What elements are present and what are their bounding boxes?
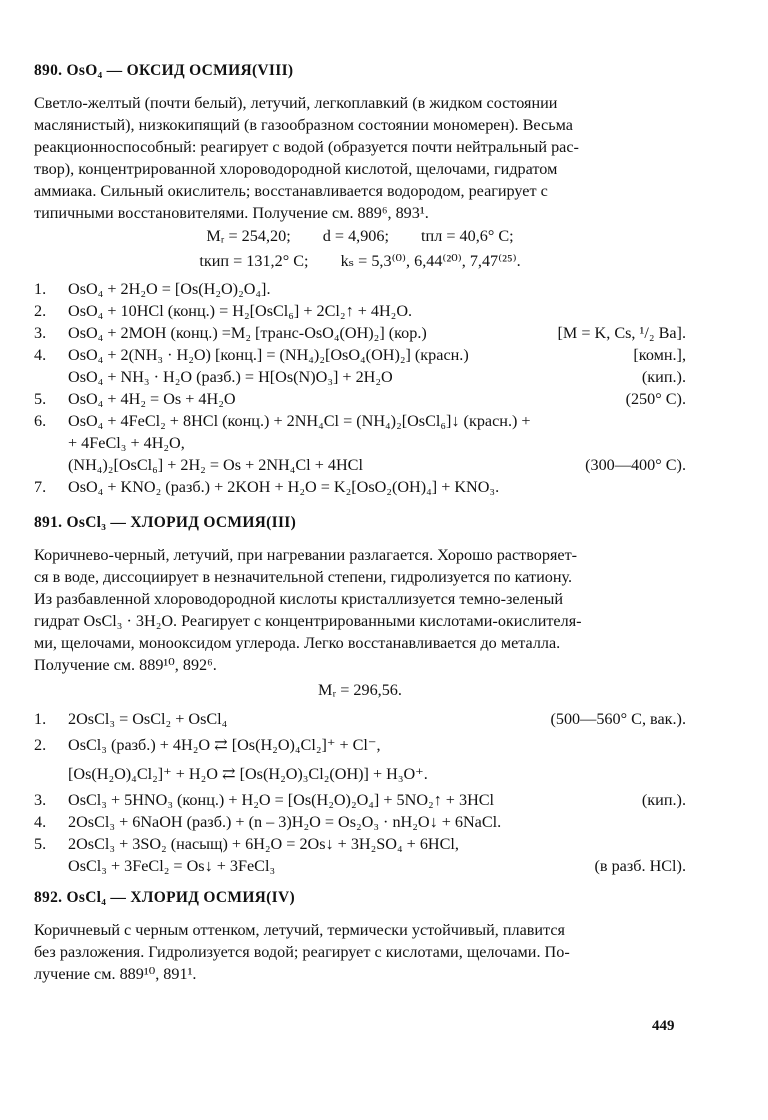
equation-line: 6. OsO₄ + 4FeCl₂ + 8HCl (конц.) + 2NH₄Cl = (NH₄)₂[OsCl₆]↓ (красн.) + xyxy=(34,412,531,430)
equation-line: 4. OsO₄ + 2(NH₃ · H₂O) [конц.] = (NH₄)₂[OsO₄(OH)₂] (красн.) [комн.], xyxy=(34,346,686,364)
section-891-title: 891. OsCl₃ — ХЛОРИД ОСМИЯ(III) xyxy=(34,514,297,531)
equation-line: 4. 2OsCl₃ + 6NaOH (разб.) + (n – 3)H₂O = Os₂O₃ · nH₂O↓ + 6NaCl. xyxy=(34,813,502,831)
equation-line: 5. OsO₄ + 4H₂ = Os + 4H₂O (250° C). xyxy=(34,390,686,408)
section-892-description xyxy=(34,919,686,985)
page-body xyxy=(34,62,686,985)
density: d = 4,906; xyxy=(322,227,389,245)
text-line: Коричнево-черный, летучий, при нагревании разлагается. Хорошо растворяет- xyxy=(34,546,578,564)
equation-line: OsO₄ + NH₃ · H₂O (разб.) = H[Os(N)O₃] + 2H₂O (кип.). xyxy=(68,368,686,386)
text-line: Светло-желтый (почти белый), летучий, легкоплавкий (в жидком состоянии xyxy=(34,94,558,112)
molar-mass: Mᵣ = 296,56. xyxy=(318,681,402,699)
equation-line: + 4FeCl₃ + 4H₂O, xyxy=(68,434,185,452)
equation-line: 5. 2OsCl₃ + 3SO₂ (насыщ) + 6H₂O = 2Os↓ + 3H₂SO₄ + 6HCl, xyxy=(34,835,459,853)
equation-line: OsCl₃ + 3FeCl₂ = Os↓ + 3FeCl₃ (в разб. HCl). xyxy=(68,857,686,875)
text-line: Получение см. 889¹⁰, 892⁶. xyxy=(34,656,217,674)
text-line: ся в воде, диссоциирует в незначительной степени, гидролизуется по катиону. xyxy=(34,568,573,586)
equation-line: 3. OsO₄ + 2MOH (конц.) =M₂ [транс-OsO₄(OH)₂] (кор.) [M = K, Cs, ¹/₂ Ba]. xyxy=(34,324,686,342)
text-line: Из разбавленной хлороводородной кислоты кристаллизуется темно-зеленый xyxy=(34,590,564,608)
equation-line: (NH₄)₂[OsCl₆] + 2H₂ = Os + 2NH₄Cl + 4HCl (300—400° C). xyxy=(68,456,686,474)
text-line: аммиака. Сильный окислитель; восстанавливается водородом, реагирует с xyxy=(34,182,548,200)
text-line: без разложения. Гидролизуется водой; реагирует с кислотами, щелочами. По- xyxy=(34,943,570,961)
text-line: лучение см. 889¹⁰, 891¹. xyxy=(34,965,197,983)
section-891-properties xyxy=(34,678,686,703)
equation-line: 1. 2OsCl₃ = OsCl₂ + OsCl₄ (500—560° C, вак.). xyxy=(34,710,686,728)
equation-line: 1. OsO₄ + 2H₂O = [Os(H₂O)₂O₄]. xyxy=(34,280,271,298)
section-891-description xyxy=(34,544,686,676)
equation-line: 2. OsO₄ + 10HCl (конц.) = H₂[OsCl₆] + 2Cl₂↑ + 4H₂O. xyxy=(34,302,413,320)
text-line: типичными восстановителями. Получение см. 889⁶, 893¹. xyxy=(34,204,429,222)
section-890-title: 890. OsO₄ — ОКСИД ОСМИЯ(VIII) xyxy=(34,62,294,79)
molar-mass: Mᵣ = 254,20; xyxy=(206,227,291,245)
equation-line: 2. OsCl₃ (разб.) + 4H₂O ⇄ [Os(H₂O)₄Cl₂]⁺ + Cl⁻, xyxy=(34,736,381,754)
equation-line: 3. OsCl₃ + 5HNO₃ (конц.) + H₂O = [Os(H₂O)₂O₄] + 5NO₂↑ + 3HCl (кип.). xyxy=(34,791,686,809)
equation-line: [Os(H₂O)₄Cl₂]⁺ + H₂O ⇄ [Os(H₂O)₃Cl₂(OH)] + H₃O⁺. xyxy=(68,765,428,783)
section-890-description xyxy=(34,92,686,224)
equation-line: 7. OsO₄ + KNO₂ (разб.) + 2KOH + H₂O = K₂[OsO₂(OH)₄] + KNO₃. xyxy=(34,478,500,496)
section-891-equations xyxy=(34,707,686,877)
melting-point: tпл = 40,6° C; xyxy=(421,227,514,245)
text-line: твор), концентрированной хлороводородной кислотой, щелочами, гидратом xyxy=(34,160,558,178)
page-number: 449 xyxy=(652,1018,675,1034)
text-line: гидрат OsCl₃ · 3H₂O. Реагирует с концентрированными кислотами-окислителя- xyxy=(34,612,582,630)
boiling-point: tкип = 131,2° C; xyxy=(199,252,309,270)
text-line: Коричневый с черным оттенком, летучий, термически устойчивый, плавится xyxy=(34,921,565,939)
section-890-equations xyxy=(34,278,686,498)
section-892-title: 892. OsCl₄ — ХЛОРИД ОСМИЯ(IV) xyxy=(34,889,295,906)
text-line: ми, щелочами, монооксидом углерода. Легко восстанавливается до металла. xyxy=(34,634,561,652)
section-890-properties xyxy=(34,224,686,274)
solubility-coefficients: kₛ = 5,3⁽⁰⁾, 6,44⁽²⁰⁾, 7,47⁽²⁵⁾. xyxy=(340,252,521,270)
text-line: реакционноспособный: реагирует с водой (образуется почти нейтральный рас- xyxy=(34,138,579,156)
text-line: маслянистый), низкокипящий (в газообразном состоянии мономерен). Весьма xyxy=(34,116,573,134)
